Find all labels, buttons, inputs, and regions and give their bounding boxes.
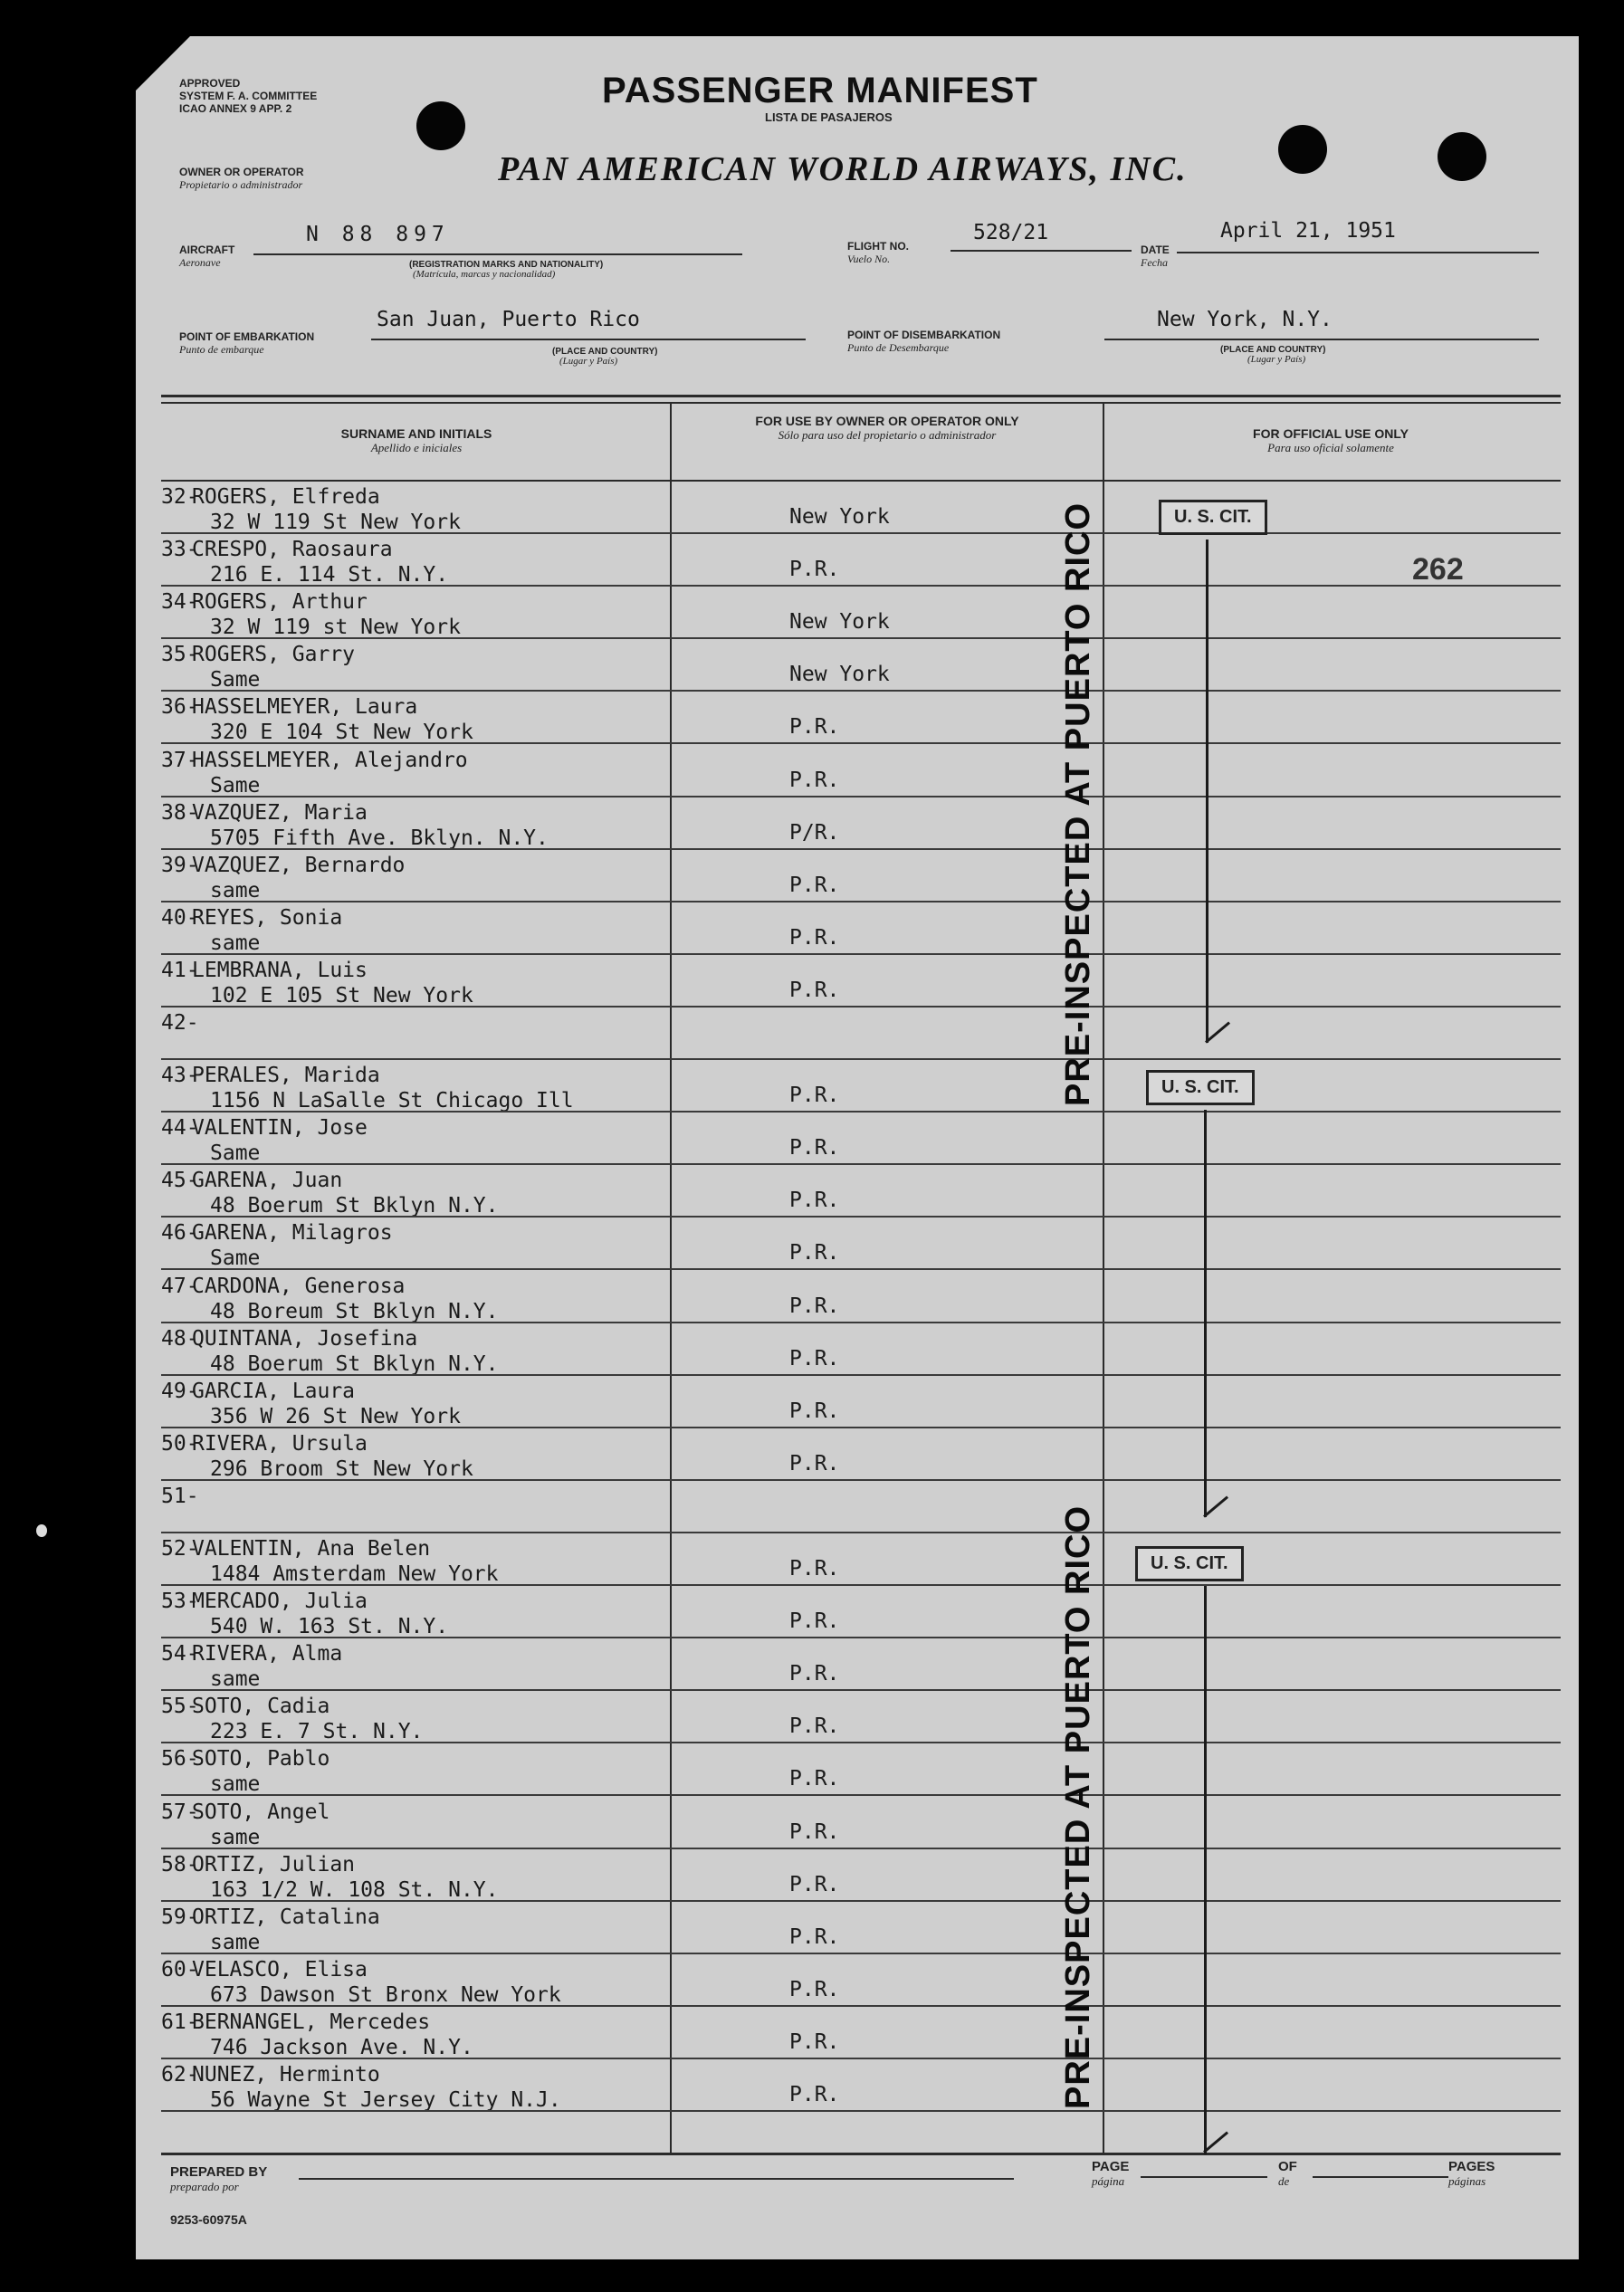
us-citizen-stamp: U. S. CIT.	[1159, 500, 1267, 535]
place-caption-es: (Lugar y País)	[559, 356, 618, 367]
page-field-line	[1141, 2176, 1267, 2178]
date-value: April 21, 1951	[1220, 219, 1396, 243]
passenger-address: 673 Dawson St Bronx New York	[210, 1982, 561, 2007]
punch-hole	[1438, 132, 1486, 181]
passenger-address: 1156 N LaSalle St Chicago Ill	[210, 1089, 574, 1113]
row-number: 53-	[161, 1590, 199, 1614]
passenger-address: 216 E. 114 St. N.Y.	[210, 563, 449, 587]
row-number: 32-	[161, 485, 199, 509]
table-row	[136, 534, 1579, 587]
passenger-destination: P.R.	[789, 2083, 840, 2106]
passenger-address: 1484 Amsterdam New York	[210, 1562, 499, 1586]
prepared-by-label: PREPARED BY preparado por	[170, 2164, 268, 2193]
flight-label-es: Vuelo No.	[847, 253, 891, 265]
aircraft-label-es: Aeronave	[179, 256, 221, 269]
passenger-name: VALENTIN, Ana Belen	[192, 1537, 431, 1561]
row-rule	[161, 2110, 1561, 2112]
table-row	[136, 587, 1579, 639]
passenger-address: same	[210, 878, 261, 902]
passenger-name: GARENA, Milagros	[192, 1221, 393, 1246]
passenger-address: Same	[210, 1141, 261, 1166]
pre-inspected-stamp: PRE-INSPECTED AT PUERTO RICO	[1059, 1504, 1097, 2109]
disembarkation-label-es: Punto de Desembarque	[847, 341, 950, 354]
table-row	[136, 902, 1579, 955]
passenger-name: ROGERS, Elfreda	[192, 485, 380, 509]
row-number: 49-	[161, 1379, 199, 1403]
table-row	[136, 1638, 1579, 1691]
place-caption-es: (Lugar y País)	[1247, 354, 1306, 365]
flight-value: 528/21	[973, 221, 1049, 244]
row-number: 55-	[161, 1695, 199, 1719]
passenger-destination: New York	[789, 505, 890, 529]
passenger-name: ORTIZ, Catalina	[192, 1905, 380, 1929]
row-number: 62-	[161, 2063, 199, 2087]
passenger-destination: New York	[789, 663, 890, 687]
form-code: 9253-60975A	[170, 2212, 247, 2227]
table-row	[136, 1376, 1579, 1428]
row-number: 48-	[161, 1326, 199, 1351]
passenger-address: 32 W 119 st New York	[210, 616, 461, 640]
row-number: 58-	[161, 1852, 199, 1877]
passenger-destination: P/R.	[789, 820, 840, 845]
row-number: 60-	[161, 1957, 199, 1982]
passenger-name: HASSELMEYER, Laura	[192, 695, 418, 720]
passenger-name: VELASCO, Elisa	[192, 1957, 368, 1982]
passenger-destination: P.R.	[789, 873, 840, 897]
row-number: 39-	[161, 853, 199, 877]
aircraft-value: N 88 897	[306, 223, 450, 246]
table-row	[136, 850, 1579, 902]
row-number: 42-	[161, 1011, 199, 1035]
passenger-address: Same	[210, 1246, 261, 1271]
us-citizen-stamp: U. S. CIT.	[1146, 1070, 1255, 1105]
table-row	[136, 1797, 1579, 1849]
passenger-address: Same	[210, 668, 261, 692]
passenger-destination: New York	[789, 610, 890, 635]
bracket-tick	[1203, 2131, 1228, 2153]
passenger-destination: P.R.	[789, 768, 840, 792]
row-number: 59-	[161, 1905, 199, 1929]
table-row	[136, 1902, 1579, 1954]
date-label: DATE	[1141, 244, 1170, 256]
row-number: 43-	[161, 1064, 199, 1088]
column-header-official: FOR OFFICIAL USE ONLY Para uso oficial solamente	[1253, 426, 1409, 454]
stamp-bracket	[1204, 1586, 1207, 2154]
stamp-bracket	[1204, 1110, 1207, 1517]
passenger-address: 48 Boerum St Bklyn N.Y.	[210, 1351, 499, 1376]
row-number: 41-	[161, 958, 199, 982]
table-bottom-rule	[161, 2153, 1561, 2155]
pre-inspected-stamp: PRE-INSPECTED AT PUERTO RICO	[1059, 501, 1097, 1106]
passenger-name: VAZQUEZ, Bernardo	[192, 853, 406, 877]
passenger-destination: P.R.	[789, 1084, 840, 1108]
passenger-name: SOTO, Pablo	[192, 1747, 330, 1772]
row-number: 33-	[161, 538, 199, 562]
passenger-destination: P.R.	[789, 1924, 840, 1949]
embarkation-value: San Juan, Puerto Rico	[377, 308, 640, 331]
table-row	[136, 692, 1579, 744]
table-row	[136, 639, 1579, 692]
row-number: 34-	[161, 590, 199, 615]
passenger-destination: P.R.	[789, 1557, 840, 1581]
passenger-destination: P.R.	[789, 1872, 840, 1896]
passenger-name: NUNEZ, Herminto	[192, 2063, 380, 2087]
table-row	[136, 1849, 1579, 1902]
disembarkation-value: New York, N.Y.	[1157, 308, 1333, 331]
table-row	[136, 1691, 1579, 1743]
field-underline	[253, 253, 742, 255]
row-number: 40-	[161, 905, 199, 930]
passenger-destination: P.R.	[789, 1189, 840, 1213]
page-subtitle: LISTA DE PASAJEROS	[765, 110, 893, 124]
passenger-address: 102 E 105 St New York	[210, 983, 473, 1008]
table-row	[136, 2007, 1579, 2059]
passenger-name: VALENTIN, Jose	[192, 1116, 368, 1141]
row-number: 35-	[161, 643, 199, 667]
punch-hole	[416, 101, 465, 150]
row-number: 36-	[161, 695, 199, 720]
passenger-destination: P.R.	[789, 1451, 840, 1475]
pages-label: PAGES páginas	[1448, 2159, 1495, 2188]
passenger-address: same	[210, 1930, 261, 1954]
scan-speck	[36, 1524, 47, 1537]
passenger-name: HASSELMEYER, Alejandro	[192, 748, 468, 772]
row-number: 44-	[161, 1116, 199, 1141]
passenger-destination: P.R.	[789, 2029, 840, 2054]
table-row	[136, 955, 1579, 1008]
table-row	[136, 745, 1579, 797]
passenger-address: 48 Boreum St Bklyn N.Y.	[210, 1299, 499, 1323]
passenger-name: QUINTANA, Josefina	[192, 1326, 418, 1351]
table-row	[136, 1113, 1579, 1165]
table-row	[136, 1060, 1579, 1113]
row-number: 46-	[161, 1221, 199, 1246]
table-row	[136, 1743, 1579, 1796]
passenger-name: SOTO, Cadia	[192, 1695, 330, 1719]
approval-line: SYSTEM F. A. COMMITTEE	[179, 90, 318, 102]
passenger-address: 320 E 104 St New York	[210, 721, 473, 745]
passenger-name: SOTO, Angel	[192, 1800, 330, 1824]
passenger-name: CARDONA, Generosa	[192, 1274, 406, 1298]
of-field-line	[1313, 2176, 1448, 2178]
passenger-address: Same	[210, 773, 261, 797]
column-header-surname: SURNAME AND INITIALS Apellido e iniciales	[340, 426, 492, 454]
place-caption: (PLACE AND COUNTRY)	[1220, 345, 1326, 355]
table-row	[136, 797, 1579, 850]
embarkation-label-es: Punto de embarque	[179, 343, 264, 356]
passenger-destination: P.R.	[789, 1399, 840, 1423]
passenger-address: same	[210, 1667, 261, 1692]
row-number: 61-	[161, 2010, 199, 2034]
row-number: 51-	[161, 1484, 199, 1508]
passenger-destination: P.R.	[789, 1819, 840, 1844]
passenger-name: ROGERS, Garry	[192, 643, 356, 667]
punch-hole	[1278, 125, 1327, 174]
passenger-name: GARENA, Juan	[192, 1169, 343, 1193]
field-underline	[951, 250, 1132, 252]
passenger-name: VAZQUEZ, Maria	[192, 800, 368, 825]
passenger-destination: P.R.	[789, 1714, 840, 1739]
passenger-destination: P.R.	[789, 1294, 840, 1318]
passenger-destination: P.R.	[789, 1346, 840, 1370]
passenger-name: MERCADO, Julia	[192, 1590, 368, 1614]
passenger-address: same	[210, 1772, 261, 1797]
passenger-address: 32 W 119 St New York	[210, 511, 461, 534]
passenger-address: 163 1/2 W. 108 St. N.Y.	[210, 1877, 499, 1902]
passenger-destination: P.R.	[789, 1662, 840, 1686]
passenger-destination: P.R.	[789, 925, 840, 950]
passenger-address: 56 Wayne St Jersey City N.J.	[210, 2088, 561, 2112]
aircraft-label: AIRCRAFT	[179, 244, 235, 256]
field-underline	[1104, 339, 1539, 340]
table-row	[136, 2059, 1579, 2112]
passenger-name: GARCIA, Laura	[192, 1379, 356, 1403]
table-row	[136, 1008, 1579, 1060]
passenger-destination: P.R.	[789, 978, 840, 1002]
row-number: 56-	[161, 1747, 199, 1772]
passenger-destination: P.R.	[789, 1767, 840, 1791]
approval-line: APPROVED	[179, 77, 241, 90]
passenger-name: LEMBRANA, Luis	[192, 958, 368, 982]
passenger-destination: P.R.	[789, 558, 840, 582]
row-number: 52-	[161, 1537, 199, 1561]
passenger-address: 223 E. 7 St. N.Y.	[210, 1720, 424, 1744]
passenger-address: 356 W 26 St New York	[210, 1404, 461, 1428]
row-number: 37-	[161, 748, 199, 772]
passenger-address: 746 Jackson Ave. N.Y.	[210, 2035, 473, 2059]
flight-label: FLIGHT NO.	[847, 240, 909, 253]
us-citizen-stamp: U. S. CIT.	[1135, 1546, 1244, 1581]
passenger-address: 540 W. 163 St. N.Y.	[210, 1615, 449, 1639]
aircraft-caption-es: (Matrícula, marcas y nacionalidad)	[413, 269, 556, 280]
place-caption: (PLACE AND COUNTRY)	[552, 347, 658, 357]
passenger-destination: P.R.	[789, 1136, 840, 1160]
row-number: 50-	[161, 1431, 199, 1456]
table-row	[136, 1271, 1579, 1323]
owner-label: OWNER OR OPERATOR	[179, 166, 304, 178]
passenger-name: BERNANGEL, Mercedes	[192, 2010, 431, 2034]
passenger-name: ORTIZ, Julian	[192, 1852, 356, 1877]
page-title: PASSENGER MANIFEST	[602, 71, 1038, 110]
table-row	[136, 1323, 1579, 1376]
passenger-name: ROGERS, Arthur	[192, 590, 368, 615]
passenger-address: 48 Boerum St Bklyn N.Y.	[210, 1194, 499, 1218]
passenger-address: same	[210, 931, 261, 955]
passenger-name: RIVERA, Ursula	[192, 1431, 368, 1456]
aircraft-caption: (REGISTRATION MARKS AND NATIONALITY)	[409, 260, 604, 270]
table-top-rule	[161, 395, 1561, 397]
passenger-destination: P.R.	[789, 1609, 840, 1634]
passenger-name: REYES, Sonia	[192, 905, 343, 930]
embarkation-label: POINT OF EMBARKATION	[179, 330, 315, 343]
passenger-destination: P.R.	[789, 1977, 840, 2001]
table-row	[136, 1481, 1579, 1533]
table-row	[136, 1165, 1579, 1218]
field-underline	[1177, 252, 1539, 253]
row-number: 57-	[161, 1800, 199, 1824]
row-number: 47-	[161, 1274, 199, 1298]
table-row	[136, 482, 1579, 534]
manifest-sheet	[136, 36, 1579, 2259]
passenger-address: 296 Broom St New York	[210, 1456, 473, 1481]
table-row	[136, 1533, 1579, 1586]
owner-value: PAN AMERICAN WORLD AIRWAYS, INC.	[498, 150, 1188, 188]
passenger-name: PERALES, Marida	[192, 1064, 380, 1088]
date-label-es: Fecha	[1141, 256, 1168, 269]
passenger-address: same	[210, 1825, 261, 1849]
table-row	[136, 1586, 1579, 1638]
approval-line: ICAO ANNEX 9 APP. 2	[179, 102, 292, 115]
stamp-bracket	[1206, 540, 1208, 1043]
passenger-address: 5705 Fifth Ave. Bklyn. N.Y.	[210, 826, 549, 850]
table-top-rule	[161, 402, 1561, 404]
passenger-destination: P.R.	[789, 1241, 840, 1265]
page-number-mark: 262	[1412, 552, 1464, 587]
table-row	[136, 1428, 1579, 1481]
of-label: OF de	[1278, 2159, 1297, 2188]
page-label: PAGE página	[1092, 2159, 1130, 2188]
passenger-name: CRESPO, Raosaura	[192, 538, 393, 562]
signature-line	[299, 2178, 1014, 2180]
table-row	[136, 1954, 1579, 2007]
passenger-name: RIVERA, Alma	[192, 1642, 343, 1666]
field-underline	[371, 339, 806, 340]
row-number: 45-	[161, 1169, 199, 1193]
owner-label-es: Propietario o administrador	[179, 178, 303, 191]
table-row	[136, 1218, 1579, 1270]
disembarkation-label: POINT OF DISEMBARKATION	[847, 329, 1001, 341]
row-number: 54-	[161, 1642, 199, 1666]
passenger-destination: P.R.	[789, 715, 840, 740]
column-header-owner-use: FOR USE BY OWNER OR OPERATOR ONLY Sólo para uso del propietario o administrador	[755, 414, 1019, 442]
row-number: 38-	[161, 800, 199, 825]
